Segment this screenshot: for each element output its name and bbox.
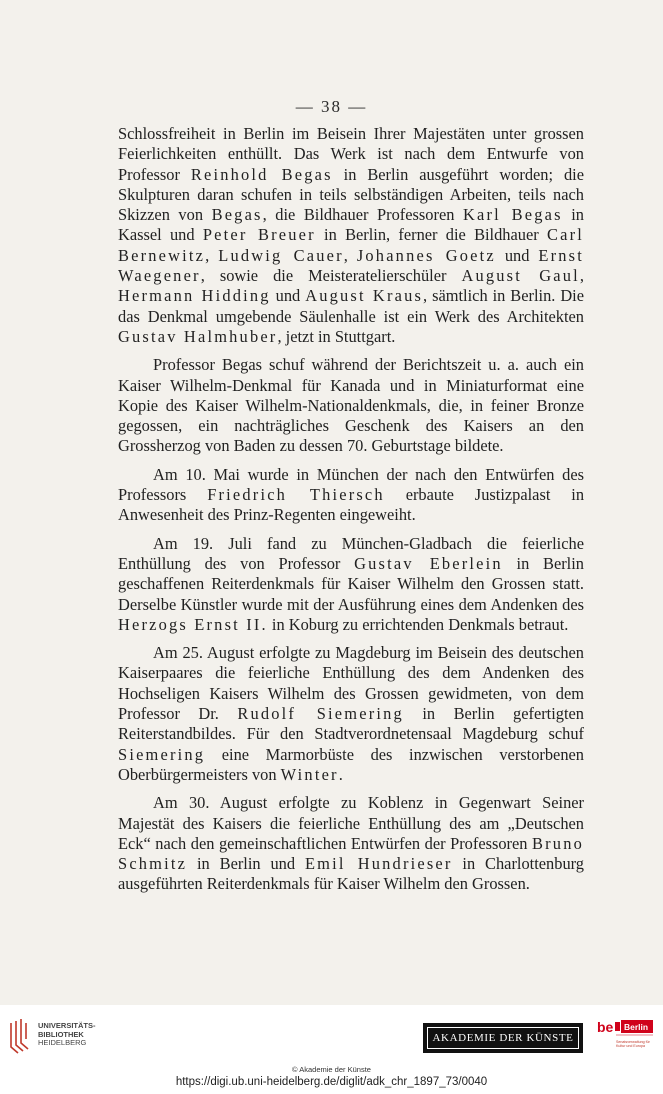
spaced-name: Carl Bernewitz xyxy=(118,225,585,265)
page-number: — 38 — xyxy=(295,97,368,116)
spaced-name: Herzogs Ernst II. xyxy=(118,614,268,634)
text-run: in Charlottenburg ausgeführten Reiterdenkmals für Kaiser Wilhelm den Grossen. xyxy=(118,854,584,894)
text-run: und xyxy=(270,286,306,306)
bkm-berlin: Berlin xyxy=(624,1022,649,1032)
text-run: , jetzt in Stuttgart. xyxy=(277,326,396,346)
akademie-logo[interactable] xyxy=(423,1023,583,1053)
body-text xyxy=(118,124,584,903)
spaced-name: August Kraus xyxy=(305,286,424,306)
paragraph xyxy=(118,643,584,785)
spaced-name: Winter xyxy=(280,764,339,784)
paragraph xyxy=(118,124,584,347)
paragraph xyxy=(118,465,584,526)
text-run: Am 30. August erfolgte zu Koblenz in Gegenwart Seiner Majestät des Kaisers die feierliche Enthüllung des am „Deutschen Eck“ nach den gemeinschaftlichen Entwürfen der Professoren xyxy=(118,793,584,853)
copyright-notice: © Akademie der Künste xyxy=(292,1065,371,1074)
text-run: in Berlin gefertigten Reiterstandbildes. Für den Stadtverordnetensaal Magdeburg schuf xyxy=(118,704,584,744)
text-run: , sowie die Meisteratelierschüler xyxy=(200,266,462,286)
spaced-name: Ludwig Cauer xyxy=(218,245,344,265)
text-run: in Berlin ausgeführt worden; die Skulpturen daran schufen in teils selbständigen Arbeiten, teils nach Skizzen von xyxy=(118,164,584,225)
text-run: in Berlin geschaffenen Reiterdenkmals für Kaiser Wilhelm den Grossen statt. Derselbe Künstler wurde mit der Ausführung eines dem Andenken des xyxy=(118,553,584,614)
text-run: und xyxy=(495,245,539,265)
spaced-name: Siemering xyxy=(118,744,206,764)
text-run: in Berlin und xyxy=(187,854,305,874)
source-url[interactable]: https://digi.ub.uni-heidelberg.de/diglit/adk_chr_1897_73/0040 xyxy=(175,1076,488,1088)
spaced-name: Gustav Halmhuber xyxy=(118,326,278,346)
text-run: Professor Begas schuf während der Berichtszeit u. a. auch ein Kaiser Wilhelm-Denkmal für Kanada und in Miniaturformat eine Kopie des Kaiser Wilhelm-Nationaldenkmals, die, in feiner Bronze gegossen, ein nachträgliches Geschenk des Kaisers an den Grossherzog von Baden zu dessen 70. Geburtstage bildete. xyxy=(118,355,584,456)
text-run: , sämtlich in Berlin. Die das Denkmal umgebende Säulenhalle ist ein Werk des Architekten xyxy=(118,286,584,326)
spaced-name: Friedrich Thiersch xyxy=(207,485,385,505)
text-run: in Koburg zu errichtenden Denkmals betraut. xyxy=(267,614,569,634)
paragraph xyxy=(118,534,584,635)
spaced-name: Emil Hundrieser xyxy=(304,854,453,874)
berlin-senate-logo-icon[interactable] xyxy=(596,1019,654,1055)
text-run: erbaute Justizpalast in Anwesenheit des Prinz-Regenten eingeweiht. xyxy=(118,485,585,525)
bkm-mark: be xyxy=(597,1019,614,1035)
paragraph xyxy=(118,355,584,456)
akademie-label: AKADEMIE DER KÜNSTE xyxy=(427,1027,579,1049)
spaced-name: Karl Begas xyxy=(462,205,563,225)
text-run: in Berlin, ferner die Bildhauer xyxy=(315,225,547,245)
text-run: Am 19. Juli fand zu München-Gladbach die feierliche Enthüllung des von Professor xyxy=(118,533,584,573)
text-run: , die Bildhauer Professoren xyxy=(262,205,463,225)
text-run: , xyxy=(343,245,357,265)
text-run: in Kassel und xyxy=(118,205,584,245)
spaced-name: Johannes Goetz xyxy=(356,245,496,265)
paragraph xyxy=(118,793,584,894)
spaced-name: Bruno Schmitz xyxy=(118,833,584,874)
spaced-name: Begas xyxy=(211,205,263,225)
text-run: eine Marmorbüste des inzwischen verstorbenen Oberbürgermeisters von xyxy=(118,744,584,784)
text-run: Am 25. August erfolgte zu Magdeburg im Beisein des deutschen Kaiserpaares die feierliche Enthüllung des dem Andenken des Hochseligen Kaisers Wilhelm des Grossen gewidmeten, von dem Professor Dr. xyxy=(118,643,584,724)
spaced-name: Hermann Hidding xyxy=(118,286,271,306)
bkm-subtitle: Senatsverwaltung für Kultur und Europa xyxy=(616,1040,650,1048)
spaced-name: Gustav Eberlein xyxy=(354,553,503,573)
spaced-name: Reinhold Begas xyxy=(190,164,333,184)
text-run: Am 10. Mai wurde in München der nach den Entwürfen des Professors xyxy=(118,464,584,505)
text-run: , xyxy=(205,245,219,265)
university-library-name: UNIVERSITÄTS- BIBLIOTHEK HEIDELBERG xyxy=(38,1021,96,1047)
text-run: . xyxy=(338,764,343,784)
spaced-name: August Gaul xyxy=(461,266,580,286)
spaced-name: Peter Breuer xyxy=(202,225,316,245)
text-run: , xyxy=(579,266,584,286)
text-run: Schlossfreiheit in Berlin im Beisein Ihrer Majestäten unter grossen Feierlichkeiten enthüllt. Das Werk ist nach dem Entwurfe von Professor xyxy=(118,124,584,184)
university-library-logo-icon[interactable] xyxy=(8,1017,34,1057)
spaced-name: Rudolf Siemering xyxy=(237,704,404,724)
spaced-name: Ernst Waegener xyxy=(118,245,584,286)
